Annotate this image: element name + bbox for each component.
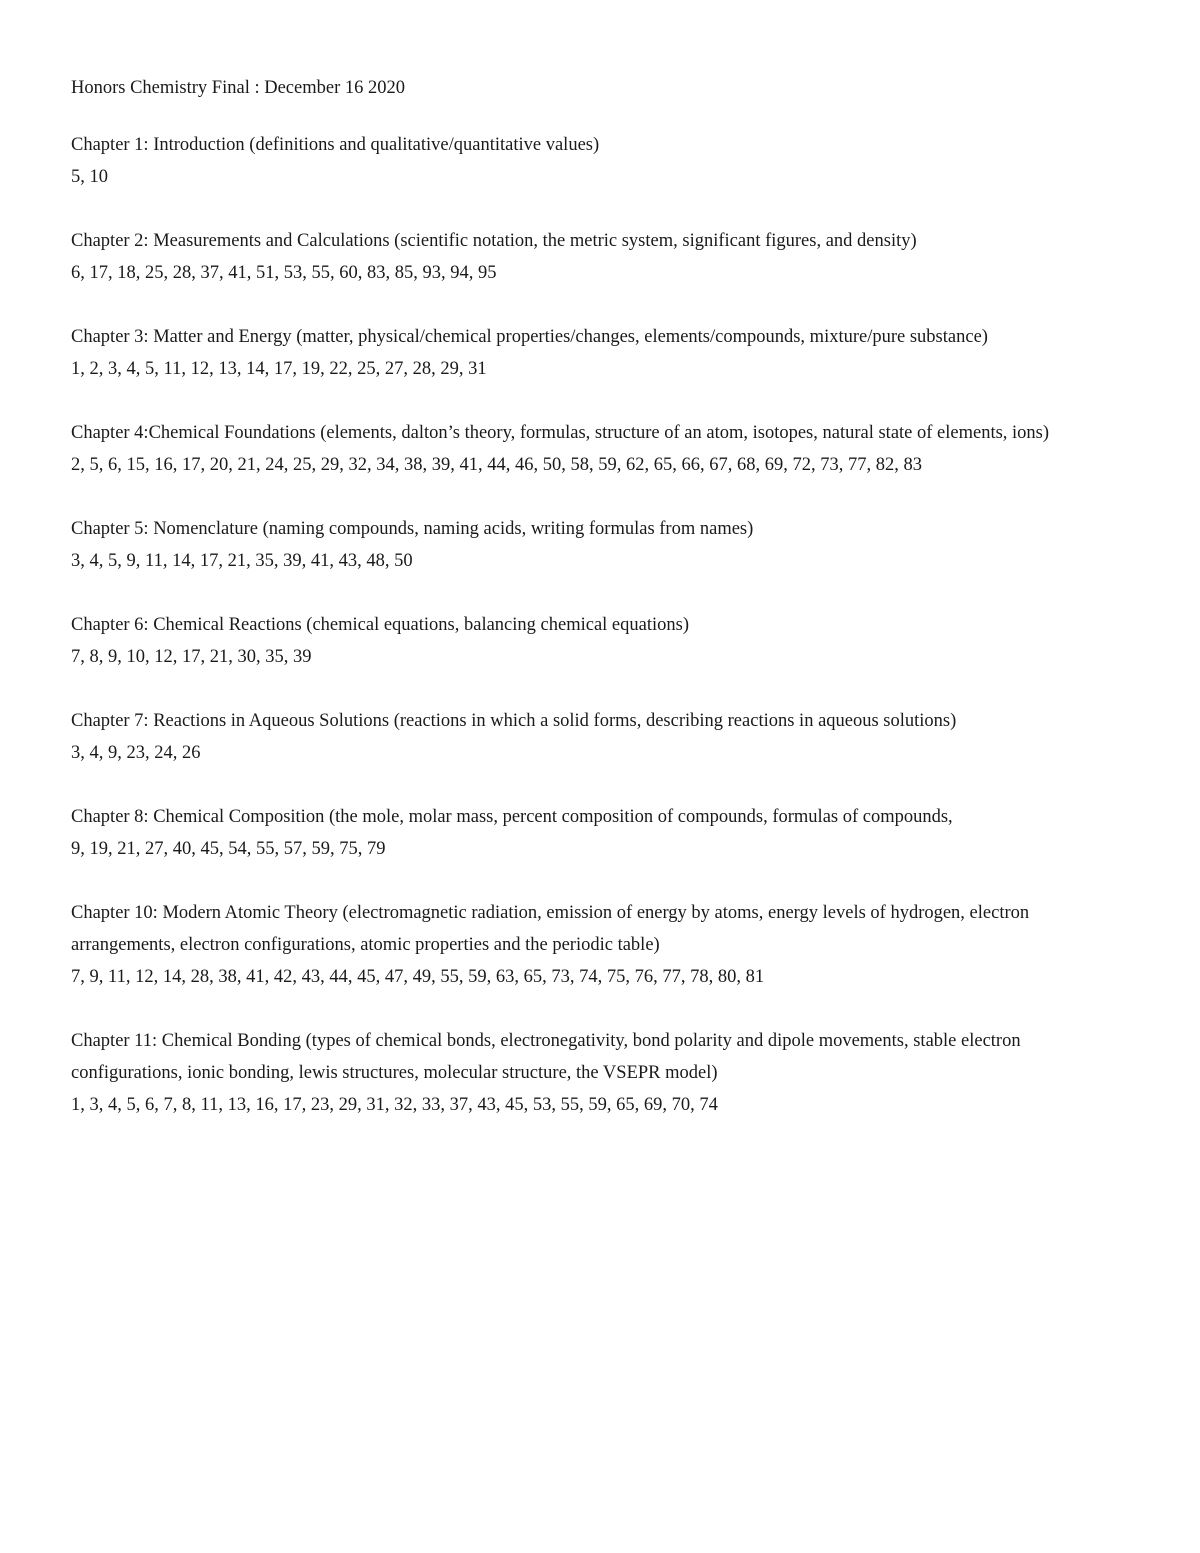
chapter-problems: 2, 5, 6, 15, 16, 17, 20, 21, 24, 25, 29, 32, 34, 38, 39, 41, 44, 46, 50, 58, 59, 62, 65, 66, 67, 68, 69, 72, 73, 77, 82, 83 — [71, 455, 922, 475]
chapter-problems: 9, 19, 21, 27, 40, 45, 54, 55, 57, 59, 75, 79 — [71, 839, 386, 859]
chapter-heading: Chapter 4:Chemical Foundations (elements, dalton’s theory, formulas, structure of an atom, isotopes, natural state of elements, ions) — [71, 423, 1050, 443]
chapter-6 — [71, 609, 1133, 673]
document-title: Honors Chemistry Final : December 16 2020 — [71, 78, 405, 98]
chapter-7 — [71, 705, 1133, 769]
chapter-problems: 5, 10 — [71, 167, 108, 187]
chapter-10 — [71, 897, 1133, 993]
chapter-problems: 1, 3, 4, 5, 6, 7, 8, 11, 13, 16, 17, 23, 29, 31, 32, 33, 37, 43, 45, 53, 55, 59, 65, 69, 70, 74 — [71, 1095, 718, 1115]
chapter-3 — [71, 321, 1133, 385]
chapter-8 — [71, 801, 1133, 865]
chapter-heading: Chapter 5: Nomenclature (naming compounds, naming acids, writing formulas from names) — [71, 519, 754, 539]
document-page — [71, 72, 1133, 1153]
chapter-heading: Chapter 1: Introduction (definitions and qualitative/quantitative values) — [71, 135, 600, 155]
chapter-problems: 3, 4, 5, 9, 11, 14, 17, 21, 35, 39, 41, 43, 48, 50 — [71, 551, 413, 571]
chapter-problems: 7, 9, 11, 12, 14, 28, 38, 41, 42, 43, 44, 45, 47, 49, 55, 59, 63, 65, 73, 74, 75, 76, 77, 78, 80, 81 — [71, 967, 765, 987]
chapter-problems: 1, 2, 3, 4, 5, 11, 12, 13, 14, 17, 19, 22, 25, 27, 28, 29, 31 — [71, 359, 487, 379]
chapter-heading: Chapter 2: Measurements and Calculations (scientific notation, the metric system, significant figures, and density) — [71, 231, 917, 251]
chapter-2 — [71, 225, 1133, 289]
chapter-heading: Chapter 6: Chemical Reactions (chemical equations, balancing chemical equations) — [71, 615, 689, 635]
chapter-heading: Chapter 8: Chemical Composition (the mole, molar mass, percent composition of compounds, formulas of compounds, — [71, 807, 953, 827]
chapter-heading: Chapter 7: Reactions in Aqueous Solutions (reactions in which a solid forms, describing reactions in aqueous solutions) — [71, 711, 957, 731]
chapter-4 — [71, 417, 1133, 481]
chapter-5 — [71, 513, 1133, 577]
chapter-problems: 6, 17, 18, 25, 28, 37, 41, 51, 53, 55, 60, 83, 85, 93, 94, 95 — [71, 263, 497, 283]
chapter-heading: Chapter 3: Matter and Energy (matter, physical/chemical properties/changes, elements/compounds, mixture/pure substance) — [71, 327, 988, 347]
chapter-11 — [71, 1025, 1133, 1121]
chapter-heading: Chapter 10: Modern Atomic Theory (electromagnetic radiation, emission of energy by atoms, energy levels of hydrogen, electron arrangements, electron configurations, atomic properties and the periodic table) — [71, 903, 1030, 955]
chapter-heading: Chapter 11: Chemical Bonding (types of chemical bonds, electronegativity, bond polarity and dipole movements, stable electron configurations, ionic bonding, lewis structures, molecular structure, the VSEPR model) — [71, 1031, 1021, 1083]
chapter-problems: 3, 4, 9, 23, 24, 26 — [71, 743, 201, 763]
chapter-1 — [71, 129, 1133, 193]
chapter-problems: 7, 8, 9, 10, 12, 17, 21, 30, 35, 39 — [71, 647, 312, 667]
